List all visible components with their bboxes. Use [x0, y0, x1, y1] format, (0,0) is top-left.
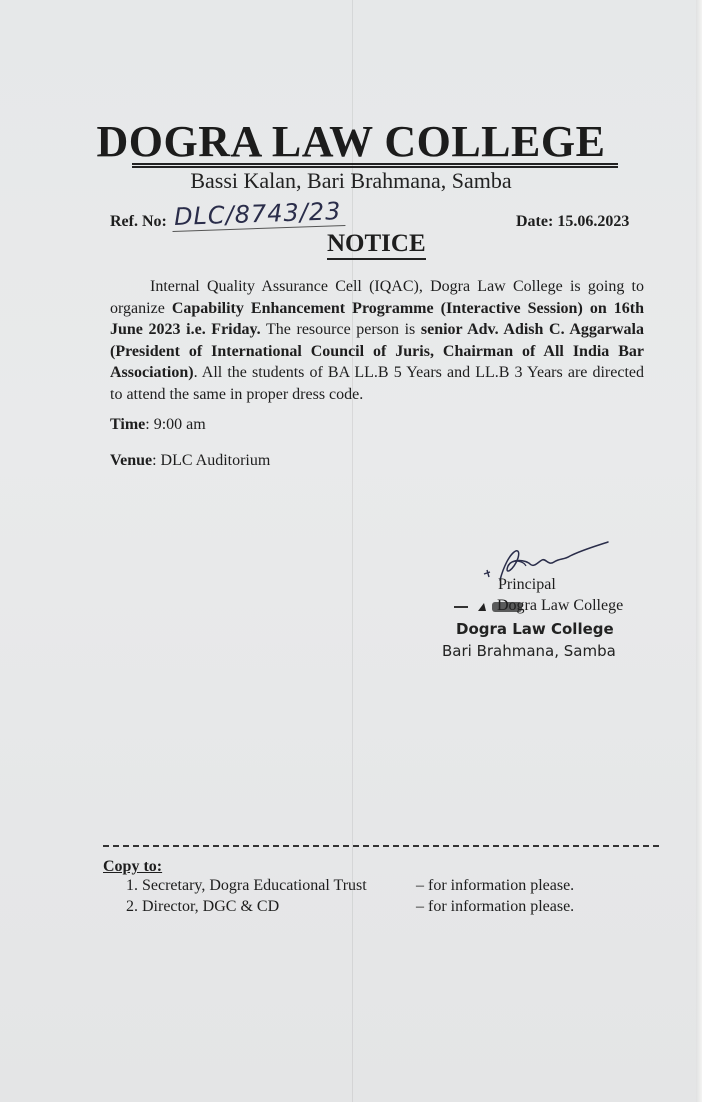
signatory-designation: Principal	[498, 576, 556, 593]
date-line	[516, 213, 629, 231]
body-text-3: . All the students of BA LL.B 5 Years and LL.B 3 Years are directed to attend the same in proper dress code.	[110, 364, 644, 403]
notice-title: NOTICE	[327, 230, 426, 260]
copy-item-note: – for information please.	[416, 898, 575, 915]
body-text-1: Internal Quality Assurance Cell (IQAC), Dogra Law College is going to organize	[110, 278, 644, 317]
copy-to-item	[126, 877, 367, 895]
copy-item-number: 2.	[126, 898, 138, 915]
college-name: DOGRA LAW COLLEGE	[96, 117, 606, 166]
dashed-separator	[103, 845, 659, 847]
college-address: Bassi Kalan, Bari Brahmana, Samba	[190, 168, 512, 193]
body-programme: Capability Enhancement Programme (Interactive Session) on 16th June 2023 i.e. Friday.	[110, 299, 644, 338]
copy-item-number: 1.	[126, 877, 138, 894]
time-line	[110, 416, 206, 434]
venue-line	[110, 452, 270, 470]
ref-label: Ref. No:	[110, 213, 167, 230]
official-stamp-line-2: Bari Brahmana, Samba	[442, 642, 616, 660]
copy-to-item	[126, 898, 279, 916]
notice-body	[110, 276, 644, 405]
copy-item-note: – for information please.	[416, 877, 575, 894]
body-text-2: The resource person is	[260, 321, 421, 338]
venue-value: : DLC Auditorium	[152, 452, 271, 469]
copy-item-recipient: Secretary, Dogra Educational Trust	[142, 877, 367, 894]
copy-item-recipient: Director, DGC & CD	[142, 898, 280, 915]
date-value: 15.06.2023	[557, 213, 630, 230]
body-resource-person: senior Adv. Adish C. Aggarwala (President of International Council of Juris, Chairman of All India Bar Association)	[110, 321, 645, 381]
date-label: Date:	[516, 213, 554, 230]
venue-label: Venue	[110, 452, 153, 469]
time-value: : 9:00 am	[145, 416, 206, 433]
time-label: Time	[110, 416, 146, 433]
copy-to-heading: Copy to:	[103, 858, 163, 875]
signatory-college: Dogra Law College	[497, 597, 624, 614]
official-stamp-line-1: Dogra Law College	[456, 620, 614, 638]
ref-number-handwritten: DLC/8743/23	[172, 197, 346, 232]
